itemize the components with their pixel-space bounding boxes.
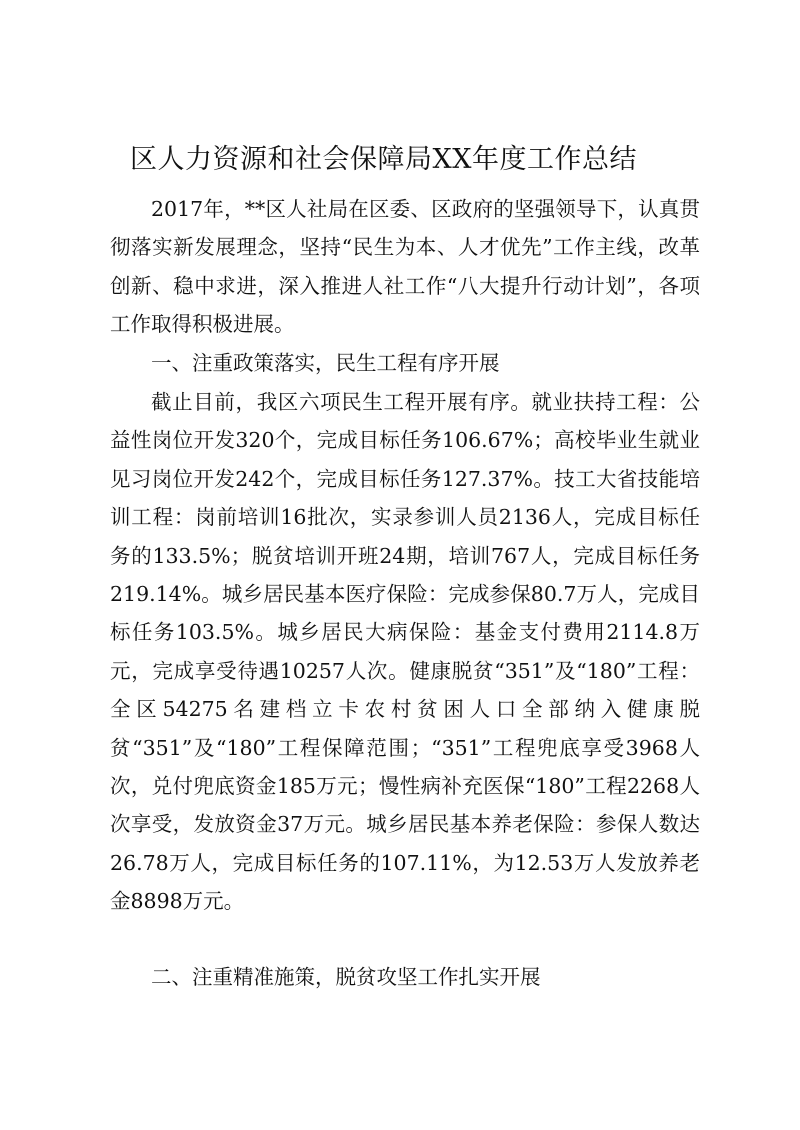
document-title: 区人力资源和社会保障局XX年度工作总结 <box>130 144 637 175</box>
intro-paragraph: 2017年，**区人社局在区委、区政府的坚强领导下，认真贯彻落实新发展理念，坚持“民生为本、人才优先”工作主线，改革创新、稳中求进，深入推进人社工作“八大提升行动计划”，各项工作取得积极进展。 <box>110 197 700 337</box>
section-heading-1: 一、注重政策落实，民生工程有序开展 <box>151 351 500 375</box>
section-1-paragraph: 截止目前，我区六项民生工程开展有序。就业扶持工程：公益性岗位开发320个，完成目标任务106.67%；高校毕业生就业见习岗位开发242个，完成目标任务127.37%。技工大省技能培训工程：岗前培训16批次，实录参训人员2136人，完成目标任务的133.5%；脱贫培训开班24期，培训767人，完成目标任务219.14%。城乡居民基本医疗保险：完成参保80.7万人，完成目标任务103.5%。城乡居民大病保险：基金支付费用2114.8万元，完成享受待遇10257人次。健康脱贫“351”及“180”工程：全区54275名建档立卡农村贫困人口全部纳入健康脱贫“351”及“180”工程保障范围；“351”工程兜底享受3968人次，兑付兜底资金185万元；慢性病补充医保“180”工程2268人次享受，发放资金37万元。城乡居民基本养老保险：参保人数达26.78万人，完成目标任务的107.11%，为12.53万人发放养老金8898万元。 <box>110 390 700 914</box>
section-heading-2: 二、注重精准施策，脱贫攻坚工作扎实开展 <box>151 965 541 989</box>
